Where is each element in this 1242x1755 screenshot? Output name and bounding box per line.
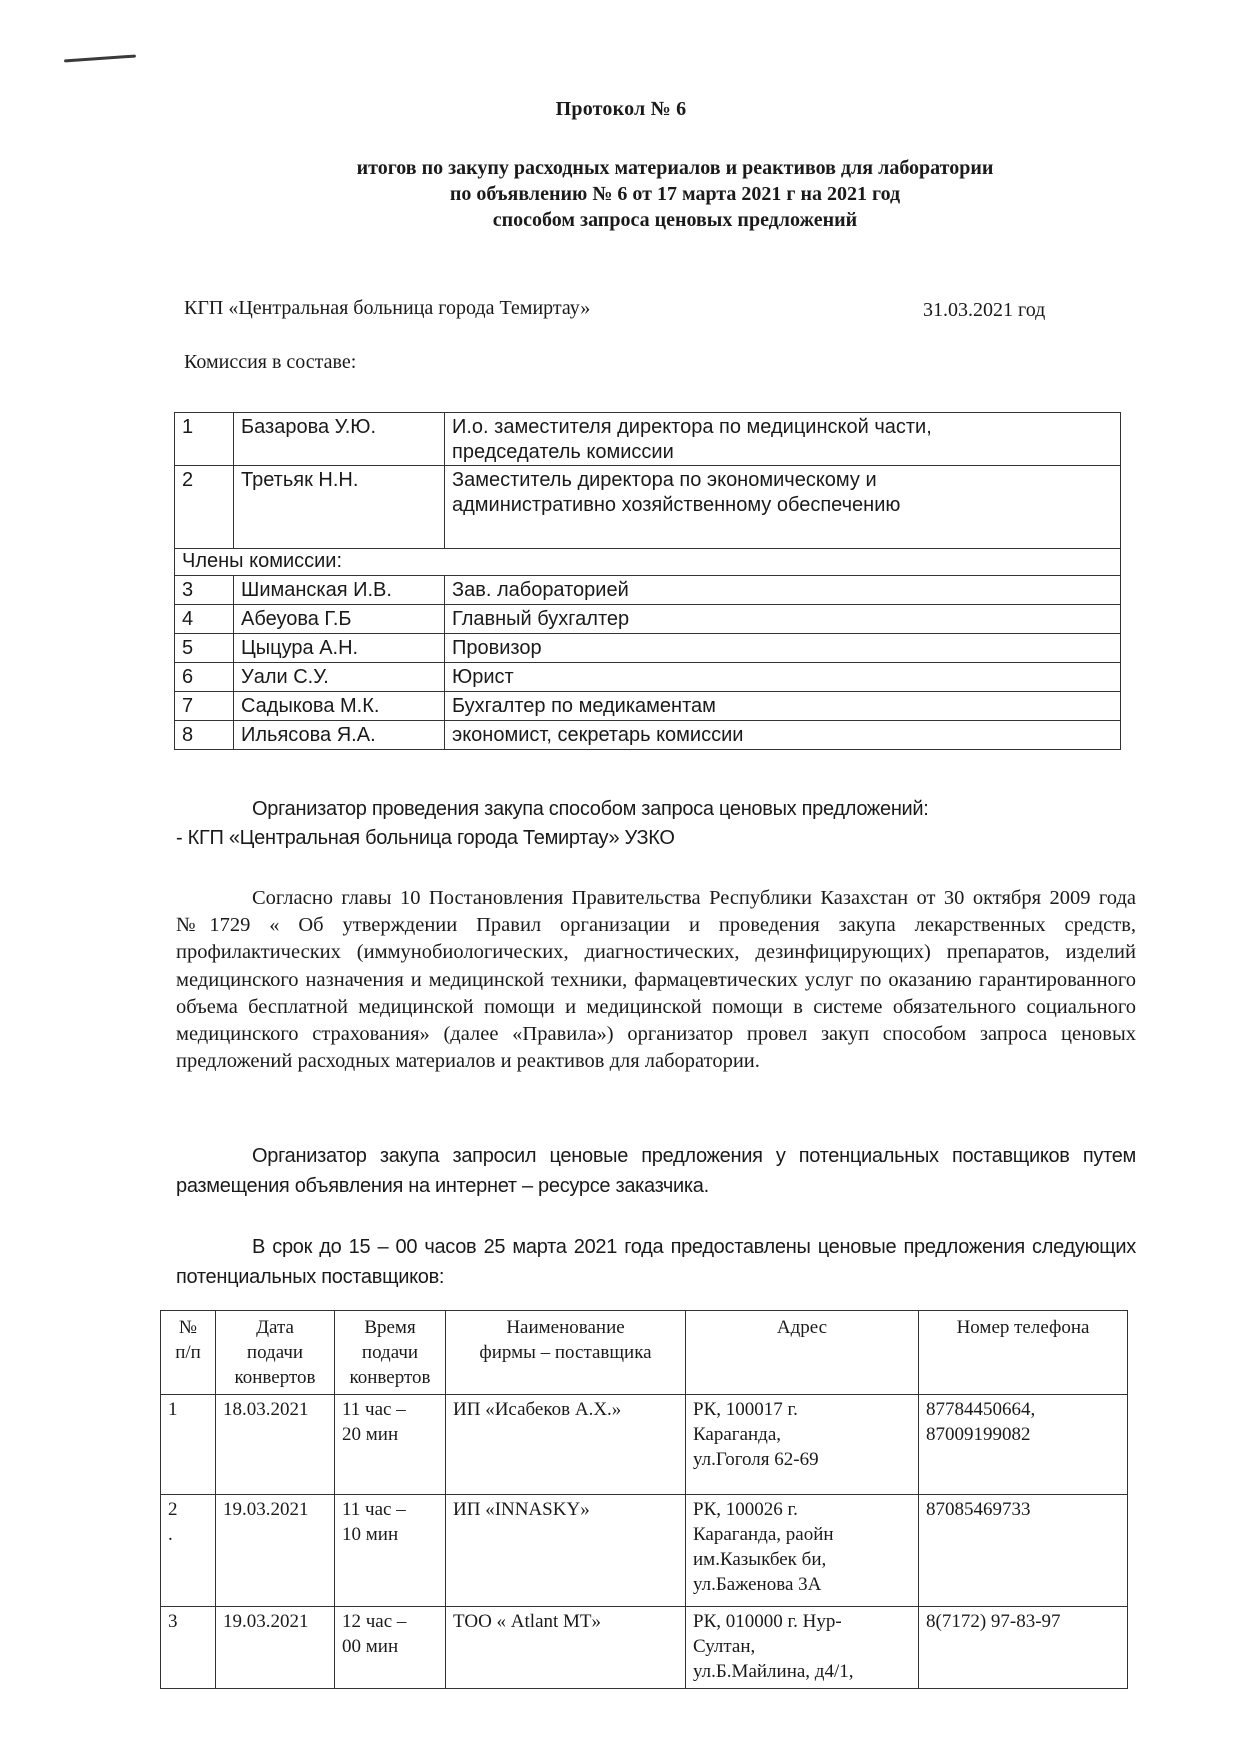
supplier-date: 18.03.2021 <box>216 1395 335 1495</box>
supplier-name: ИП «Исабеков А.Х.» <box>446 1395 686 1495</box>
header-phone <box>919 1311 1128 1395</box>
time-line: 12 час – <box>342 1611 407 1632</box>
phone-line: 87085469733 <box>926 1499 1031 1520</box>
address-line: РК, 010000 г. Нур- <box>693 1611 842 1632</box>
member-name: Третьяк Н.Н. <box>234 466 445 549</box>
supplier-no: 1 <box>161 1395 216 1495</box>
header-address <box>686 1311 919 1395</box>
supplier-no: 3 <box>161 1607 216 1689</box>
document-title: Протокол № 6 <box>555 98 687 120</box>
header-line: подачи <box>361 1342 419 1363</box>
address-line: РК, 100017 г. <box>693 1399 798 1420</box>
commission-row <box>175 692 1121 721</box>
no-line: 2 <box>168 1499 178 1520</box>
legal-basis-paragraph: Согласно главы 10 Постановления Правительства Республики Казахстан от 30 октября 2009 года №1729 « Об утверждении Правил организации и проведения закупа лекарственных средств, профилактических (иммунобиологических, диагностических, дезинфицирующих) препаратов, изделий медицинского назначения и медицинской техники, фармацевтических услуг по оказанию гарантированного объема бесплатной медицинской помощи и медицинской помощи в системе обязательного социального медицинского страхования» (далее «Правила») организатор провел закуп способом запроса ценовых предложений расходных материалов и реактивов для лаборатории. <box>176 887 1136 1073</box>
member-name: Абеуова Г.Б <box>234 605 445 634</box>
header-line: Адрес <box>776 1317 828 1338</box>
row-number: 8 <box>175 721 234 750</box>
address-line: РК, 100026 г. <box>693 1499 798 1520</box>
phone-line: 87784450664, <box>926 1399 1036 1420</box>
time-line: 20 мин <box>342 1424 399 1445</box>
role-line: административно хозяйственному обеспечению <box>452 494 901 516</box>
role-line: Заместитель директора по экономическому и <box>452 469 877 491</box>
role-line: председатель комиссии <box>452 441 674 463</box>
row-number: 3 <box>175 576 234 605</box>
row-number: 6 <box>175 663 234 692</box>
organization-name: КГП «Центральная больница города Темиртау» <box>184 297 591 319</box>
commission-row <box>175 634 1121 663</box>
address-line: Султан, <box>693 1636 756 1657</box>
commission-row <box>175 663 1121 692</box>
document-subtitle <box>150 155 1200 233</box>
supplier-no <box>161 1495 216 1607</box>
header-line: Номер телефона <box>956 1317 1090 1338</box>
header-line: Время <box>364 1317 416 1338</box>
address-line: ул.Б.Майлина, д4/1, <box>693 1661 854 1682</box>
supplier-time <box>335 1495 446 1607</box>
subtitle-line: способом запроса ценовых предложений <box>492 209 858 231</box>
member-name: Базарова У.Ю. <box>234 413 445 466</box>
row-number: 4 <box>175 605 234 634</box>
organizer-line: - КГП «Центральная больница города Темиртау» УЗКО <box>176 827 675 849</box>
supplier-phone <box>919 1395 1128 1495</box>
member-name: Шиманская И.В. <box>234 576 445 605</box>
address-line: ул.Гоголя 62-69 <box>693 1449 819 1470</box>
address-line: ул.Баженова 3А <box>693 1574 822 1595</box>
header-line: Дата <box>256 1317 294 1338</box>
member-name: Садыкова М.К. <box>234 692 445 721</box>
deadline-paragraph: В срок до 15 – 00 часов 25 марта 2021 года предоставлены ценовые предложения следующих потенциальных поставщиков: <box>176 1236 1136 1288</box>
commission-row <box>175 576 1121 605</box>
header-date <box>216 1311 335 1395</box>
member-role: Бухгалтер по медикаментам <box>445 692 1121 721</box>
row-number: 1 <box>175 413 234 466</box>
header-line: № <box>178 1317 198 1338</box>
no-suffix: . <box>168 1524 173 1545</box>
organizer-paragraph <box>176 795 1136 853</box>
time-line: 11 час – <box>342 1399 406 1420</box>
member-role: Провизор <box>445 634 1121 663</box>
commission-table <box>174 412 1121 750</box>
members-header-row <box>175 549 1121 576</box>
phone-line: 8(7172) 97-83-97 <box>926 1611 1061 1632</box>
header-line: Наименование <box>506 1317 625 1338</box>
supplier-row <box>161 1607 1128 1689</box>
suppliers-header-row <box>161 1311 1128 1395</box>
organizer-line: Организатор проведения закупа способом запроса ценовых предложений: <box>252 798 929 820</box>
header-no <box>161 1311 216 1395</box>
time-line: 10 мин <box>342 1524 399 1545</box>
member-role <box>445 413 1121 466</box>
commission-row <box>175 721 1121 750</box>
supplier-address <box>686 1607 919 1689</box>
header-name <box>446 1311 686 1395</box>
member-name: Ильясова Я.А. <box>234 721 445 750</box>
supplier-name: ИП «INNASKY» <box>446 1495 686 1607</box>
address-line: Караганда, <box>693 1424 782 1445</box>
header-time <box>335 1311 446 1395</box>
header-line: конвертов <box>234 1367 316 1388</box>
commission-row <box>175 605 1121 634</box>
time-line: 11 час – <box>342 1499 406 1520</box>
protocol-date: 31.03.2021 год <box>923 299 1046 321</box>
commission-row <box>175 413 1121 466</box>
member-role: Юрист <box>445 663 1121 692</box>
subtitle-line: по объявлению № 6 от 17 марта 2021 г на 2021 год <box>449 183 901 205</box>
address-line: Караганда, раойн <box>693 1524 834 1545</box>
header-line: фирмы – поставщика <box>479 1342 652 1363</box>
member-role: Зав. лабораторией <box>445 576 1121 605</box>
commission-row <box>175 466 1121 549</box>
supplier-name: ТОО « Atlant MT» <box>446 1607 686 1689</box>
supplier-time <box>335 1395 446 1495</box>
header-line: подачи <box>246 1342 304 1363</box>
time-line: 00 мин <box>342 1636 399 1657</box>
role-line: И.о. заместителя директора по медицинской части, <box>452 416 932 438</box>
commission-label: Комиссия в составе: <box>184 351 357 373</box>
member-role: Главный бухгалтер <box>445 605 1121 634</box>
row-number: 2 <box>175 466 234 549</box>
member-role: экономист, секретарь комиссии <box>445 721 1121 750</box>
supplier-date: 19.03.2021 <box>216 1607 335 1689</box>
scan-artifact-mark <box>64 54 136 62</box>
supplier-time <box>335 1607 446 1689</box>
members-label: Члены комиссии: <box>175 549 1121 576</box>
supplier-phone <box>919 1607 1128 1689</box>
row-number: 5 <box>175 634 234 663</box>
header-line: конвертов <box>349 1367 431 1388</box>
supplier-date: 19.03.2021 <box>216 1495 335 1607</box>
phone-line: 87009199082 <box>926 1424 1031 1445</box>
supplier-phone <box>919 1495 1128 1607</box>
supplier-row <box>161 1395 1128 1495</box>
subtitle-line: итогов по закупу расходных материалов и реактивов для лаборатории <box>356 157 994 179</box>
address-line: им.Казыкбек би, <box>693 1549 827 1570</box>
member-name: Цыцура А.Н. <box>234 634 445 663</box>
member-role <box>445 466 1121 549</box>
header-line: п/п <box>175 1342 201 1363</box>
row-number: 7 <box>175 692 234 721</box>
supplier-address <box>686 1395 919 1495</box>
supplier-row <box>161 1495 1128 1607</box>
request-paragraph: Организатор закупа запросил ценовые предложения у потенциальных поставщиков путем размещения объявления на интернет – ресурсе заказчика. <box>176 1145 1136 1197</box>
supplier-address <box>686 1495 919 1607</box>
member-name: Уали С.У. <box>234 663 445 692</box>
suppliers-table <box>160 1310 1128 1689</box>
